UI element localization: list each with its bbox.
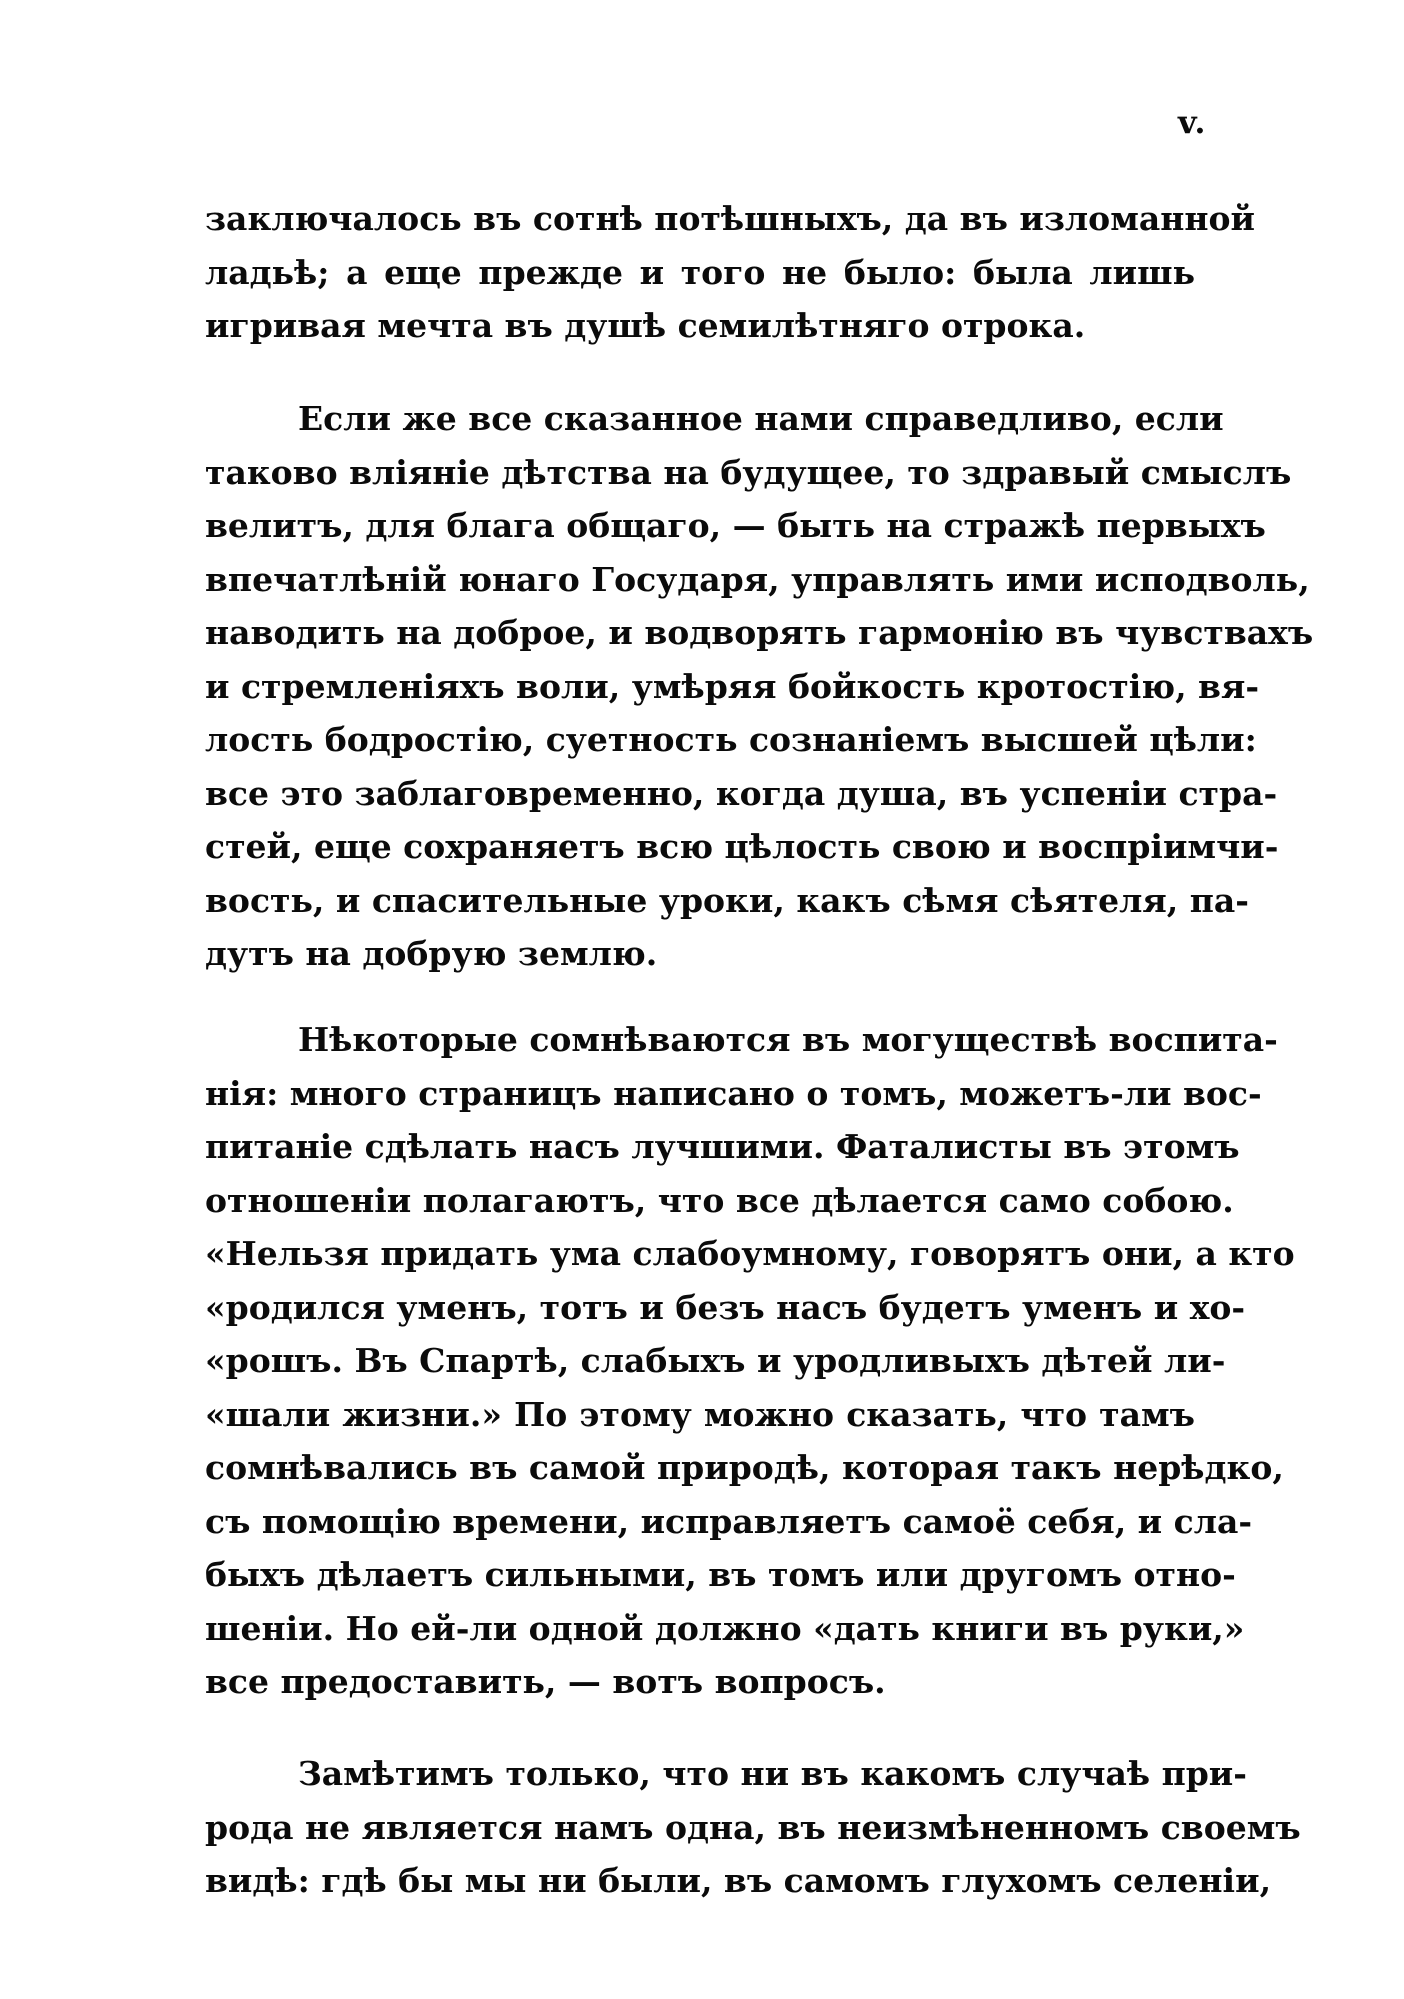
text-line: стей, еще сохраняетъ всю цѣлость свою и воспріимчи- xyxy=(205,827,1279,866)
text-line: заключалось въ сотнѣ потѣшныхъ, да въ изломанной xyxy=(205,199,1256,238)
text-line: быхъ дѣлаетъ сильными, въ томъ или другомъ отно- xyxy=(205,1555,1236,1594)
page-number: v. xyxy=(1178,103,1207,141)
text-line: вость, и спасительные уроки, какъ сѣмя сѣятеля, па- xyxy=(205,880,1249,920)
text-line: таково вліяніе дѣтства на будущее, то здравый смыслъ xyxy=(205,452,1292,492)
text-line: Если же все сказанное нами справедливо, если xyxy=(298,399,1224,438)
paragraph-4 xyxy=(205,1747,1301,1908)
text-line: все это заблаговременно, когда душа, въ успеніи стра- xyxy=(205,773,1278,813)
text-line: дутъ на добрую землю. xyxy=(205,934,658,973)
text-line: «Нельзя придать ума слабоумному, говорятъ они, а кто xyxy=(205,1234,1295,1273)
text-line: нія: много страницъ написано о томъ, можетъ-ли вос- xyxy=(205,1073,1262,1113)
text-line: велитъ, для блага общаго, — быть на стражѣ первыхъ xyxy=(205,506,1266,545)
text-line: и стремленіяхъ воли, умѣряя бойкость кротостію, вя- xyxy=(205,666,1260,706)
text-line: Нѣкоторые сомнѣваются въ могуществѣ воспита- xyxy=(298,1020,1278,1059)
text-line: наводить на доброе, и водворять гармонію въ чувствахъ xyxy=(205,613,1314,652)
paragraph-1 xyxy=(205,192,1256,353)
text-line: сомнѣвались въ самой природѣ, которая такъ нерѣдко, xyxy=(205,1448,1284,1487)
paragraph-2 xyxy=(205,392,1314,981)
text-line: «шали жизни.» По этому можно сказать, что тамъ xyxy=(205,1394,1195,1434)
text-line: «рошъ. Въ Спартѣ, слабыхъ и уродливыхъ дѣтей ли- xyxy=(205,1341,1226,1380)
text-line: питаніе сдѣлать насъ лучшими. Фаталисты въ этомъ xyxy=(205,1127,1240,1166)
text-line: «родился уменъ, тотъ и безъ насъ будетъ уменъ и хо- xyxy=(205,1287,1246,1327)
text-line: шеніи. Но ей-ли одной должно «дать книги въ руки,» xyxy=(205,1608,1245,1648)
text-line: отношеніи полагаютъ, что все дѣлается само собою. xyxy=(205,1180,1234,1220)
text-line: рода не является намъ одна, въ неизмѣненномъ своемъ xyxy=(205,1807,1301,1847)
text-line: ладьѣ; а еще прежде и того не было: была лишь xyxy=(205,252,1195,292)
text-line: все предоставить, — вотъ вопросъ. xyxy=(205,1662,886,1701)
text-line: видѣ: гдѣ бы мы ни были, въ самомъ глухомъ селеніи, xyxy=(205,1861,1272,1900)
text-line: Замѣтимъ только, что ни въ какомъ случаѣ при- xyxy=(298,1754,1247,1793)
text-line: впечатлѣній юнаго Государя, управлять ими исподволь, xyxy=(205,559,1310,599)
text-line: игривая мечта въ душѣ семилѣтняго отрока. xyxy=(205,306,1086,345)
paragraph-3 xyxy=(205,1013,1295,1709)
text-line: съ помощію времени, исправляетъ самоё себя, и сла- xyxy=(205,1501,1253,1541)
text-line: лость бодростію, суетность сознаніемъ высшей цѣли: xyxy=(205,720,1257,759)
